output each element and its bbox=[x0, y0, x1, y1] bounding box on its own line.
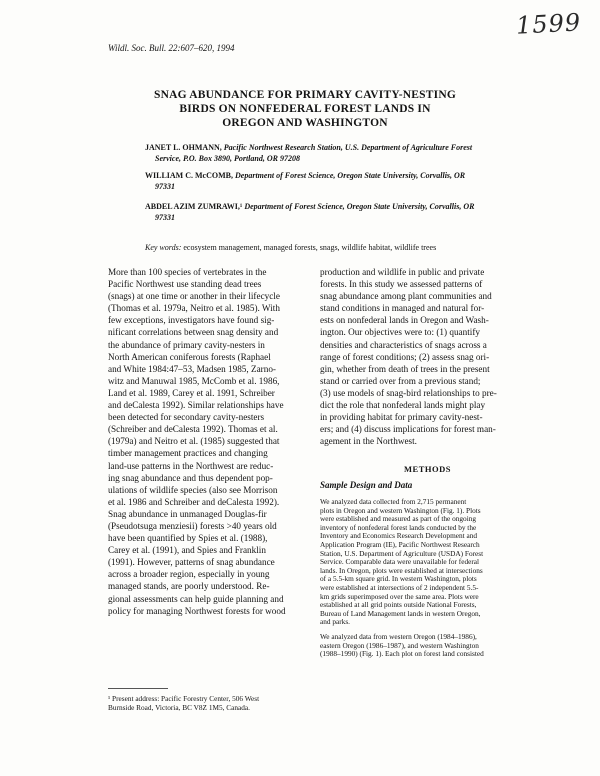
text-line: and parks. bbox=[320, 617, 350, 627]
methods-subheading: Sample Design and Data bbox=[320, 480, 413, 490]
author-name: ABDEL AZIM ZUMRAWI,¹ bbox=[145, 202, 243, 211]
footnote bbox=[108, 694, 323, 712]
methods-heading: METHODS bbox=[404, 464, 451, 474]
text-line: across a broader region, especially in young bbox=[108, 569, 270, 580]
text-line: witz and Manuwal 1985, McComb et al. 1986, bbox=[108, 375, 280, 386]
text-line: Application Program (IE), Pacific Northwest Research bbox=[320, 539, 480, 549]
text-line: agement in the Northwest. bbox=[320, 436, 417, 447]
text-line: Bureau of Land Management lands in western Oregon, bbox=[320, 608, 481, 618]
text-line: (1991). However, patterns of snag abundance bbox=[108, 557, 275, 568]
text-line: range of forest conditions; (2) assess snag ori- bbox=[320, 351, 490, 362]
text-line: (Thomas et al. 1979a, Neitro et al. 1985). With bbox=[108, 303, 280, 314]
text-line: few exceptions, investigators have found sig- bbox=[108, 315, 275, 326]
text-line: Carey et al. (1991), and Spies and Franklin bbox=[108, 545, 266, 556]
text-line: (1988–1990) (Fig. 1). Each plot on forest land consisted bbox=[320, 649, 484, 659]
text-line: ington. Our objectives were to: (1) quantify bbox=[320, 327, 480, 338]
text-line: et al. 1986 and Schreiber and deCalesta 1992). bbox=[108, 496, 280, 507]
text-line: Station, U.S. Department of Agriculture (USDA) Forest bbox=[320, 548, 484, 558]
text-line: gional assessments can help guide planning and bbox=[108, 593, 284, 604]
keywords-text: ecosystem management, managed forests, snags, wildlife habitat, wildlife trees bbox=[183, 243, 437, 252]
text-line: ests on nonfederal lands in Oregon and Wash- bbox=[320, 315, 489, 326]
text-line: and deCalesta 1992). Similar relationships have bbox=[108, 400, 284, 411]
author-block bbox=[145, 202, 525, 223]
text-line: policy for managing Northwest forests for wood bbox=[108, 605, 286, 616]
text-line: Service. Comparable data were unavailable for federal bbox=[320, 557, 480, 567]
author-name: JANET L. OHMANN, bbox=[145, 143, 222, 152]
author-affiliation: Department of Forest Science, Oregon State University, Corvallis, OR bbox=[235, 171, 466, 180]
text-line: Land et al. 1989, Carey et al. 1991, Schreiber bbox=[108, 387, 275, 398]
text-line: were established and measured as part of the ongoing bbox=[320, 514, 477, 524]
text-line: km grids superimposed over the same area. Plots were bbox=[320, 591, 479, 601]
text-line: managed stands, are poorly understood. Re- bbox=[108, 581, 270, 592]
text-line: inventory of nonfederal forest lands conducted by the bbox=[320, 522, 477, 532]
text-line: established at all grid points outside National Forests, bbox=[320, 600, 477, 610]
text-line: nificant correlations between snag density and bbox=[108, 327, 279, 338]
text-line: ¹ Present address: Pacific Forestry Center, 506 West bbox=[108, 694, 260, 703]
handwritten-page-number: 1599 bbox=[515, 8, 582, 40]
text-line: (1979a) and Neitro et al. (1985) suggested that bbox=[108, 436, 280, 447]
text-line: were established at intersections of 2 independent 5.5- bbox=[320, 582, 479, 592]
text-line: have been quantified by Spies et al. (1988), bbox=[108, 533, 268, 544]
author-affiliation: Pacific Northwest Research Station, U.S. Department of Agriculture Forest bbox=[223, 143, 473, 152]
text-line: stand or carried over from a previous stand; bbox=[320, 375, 481, 386]
text-line: eastern Oregon (1986–1987), and western Washington bbox=[320, 640, 479, 650]
text-line: lands. In Oregon, plots were established at intersections bbox=[320, 565, 483, 575]
author-block bbox=[145, 171, 525, 192]
text-line: Snag abundance in unmanaged Douglas-fir bbox=[108, 508, 267, 519]
author-block bbox=[145, 143, 525, 164]
paper-title bbox=[120, 88, 490, 130]
text-line: timber management practices and changing bbox=[108, 448, 268, 459]
keywords bbox=[145, 243, 525, 252]
text-line: More than 100 species of vertebrates in the bbox=[108, 267, 267, 277]
title-line: BIRDS ON NONFEDERAL FOREST LANDS IN bbox=[179, 103, 431, 115]
text-line: gin, whether from death of trees in the present bbox=[320, 363, 490, 374]
methods-body bbox=[320, 498, 535, 659]
text-line: (Pseudotsuga menziesii) forests >40 years old bbox=[108, 520, 277, 531]
journal-citation: Wildl. Soc. Bull. 22:607–620, 1994 bbox=[108, 43, 235, 53]
author-affiliation: Department of Forest Science, Oregon State University, Corvallis, OR bbox=[244, 202, 475, 211]
text-line: been detected for secondary cavity-nesters bbox=[108, 412, 265, 423]
title-line: OREGON AND WASHINGTON bbox=[222, 117, 388, 129]
text-line: dict the role that nonfederal lands might play bbox=[320, 400, 486, 411]
text-line: snag abundance among plant communities and bbox=[320, 291, 492, 302]
footnote-rule bbox=[108, 688, 168, 689]
text-line: of a 5.5-km square grid. In western Washington, plots bbox=[320, 574, 477, 584]
text-line: in providing habitat for primary cavity-nest- bbox=[320, 412, 483, 423]
text-line: the abundance of primary cavity-nesters in bbox=[108, 339, 265, 350]
text-line: (Schreiber and deCalesta 1992). Thomas et al. bbox=[108, 424, 278, 435]
text-line: ing snag abundance and thus dependent pop- bbox=[108, 472, 273, 483]
text-line: and White 1984:47–53, Madsen 1985, Zarno- bbox=[108, 363, 276, 374]
keywords-label: Key words: bbox=[145, 243, 182, 252]
left-column-text bbox=[108, 266, 323, 617]
author-affiliation: Service, P.O. Box 3890, Portland, OR 97208 bbox=[155, 153, 300, 163]
text-line: ulations of wildlife species (also see Morrison bbox=[108, 484, 278, 495]
author-affiliation: 97331 bbox=[155, 181, 175, 191]
right-column-text bbox=[320, 266, 535, 447]
text-line: Inventory and Economics Research Development and bbox=[320, 531, 478, 541]
text-line: We analyzed data from western Oregon (1984–1986), bbox=[320, 631, 477, 641]
text-line: land-use patterns in the Northwest are reduc- bbox=[108, 460, 274, 471]
text-line: We analyzed data collected from 2,715 permanent bbox=[320, 497, 467, 506]
text-line: stand conditions in managed and natural for- bbox=[320, 303, 485, 314]
text-line: ers; and (4) discuss implications for forest man- bbox=[320, 424, 496, 435]
text-line: forests. In this study we assessed patterns of bbox=[320, 279, 483, 290]
text-line: densities and characteristics of snags across a bbox=[320, 339, 487, 350]
text-line: (snags) at one time or another in their lifecycle bbox=[108, 291, 280, 302]
text-line: Pacific Northwest use standing dead trees bbox=[108, 279, 262, 290]
text-line: Burnside Road, Victoria, BC V8Z 1M5, Canada. bbox=[108, 703, 250, 712]
author-name: WILLIAM C. McCOMB, bbox=[145, 171, 233, 180]
author-affiliation: 97331 bbox=[155, 212, 175, 222]
text-line: plots in Oregon and western Washington (Fig. 1). Plots bbox=[320, 505, 481, 515]
text-line: (3) use models of snag-bird relationships to pre- bbox=[320, 387, 497, 398]
text-line: North American coniferous forests (Raphael bbox=[108, 351, 271, 362]
text-line: production and wildlife in public and private bbox=[320, 267, 485, 277]
title-line: SNAG ABUNDANCE FOR PRIMARY CAVITY-NESTING bbox=[154, 89, 456, 101]
